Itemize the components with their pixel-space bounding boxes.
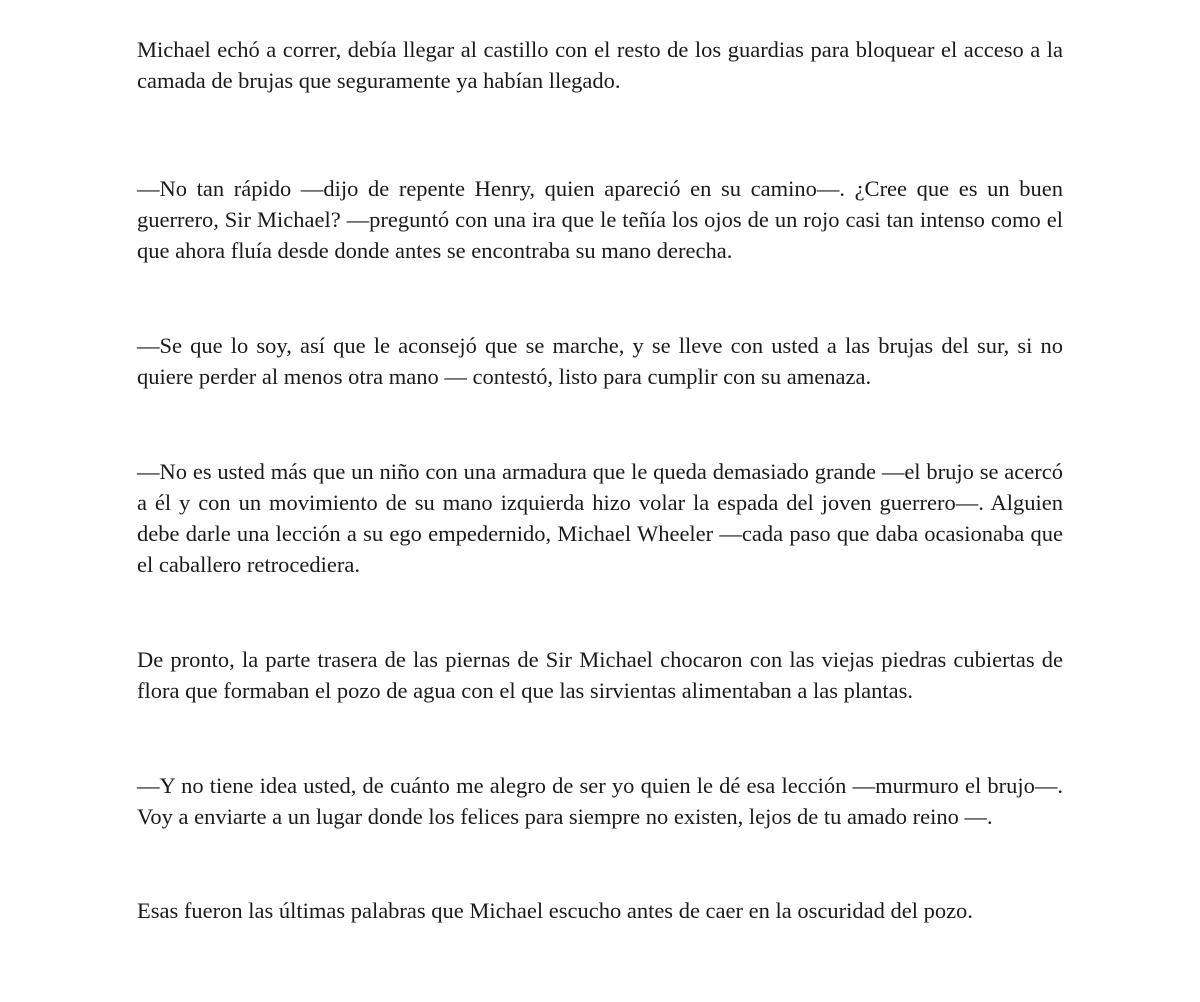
paragraph: —Se que lo soy, así que le aconsejó que se marche, y se lleve con usted a las brujas del sur, si no quiere perder al menos otra mano — contestó, listo para cumplir con su amenaza.: [137, 333, 1063, 389]
paragraph: —Y no tiene idea usted, de cuánto me alegro de ser yo quien le dé esa lección —murmuro el brujo—. Voy a enviarte a un lugar donde los felices para siempre no existen, lejos de tu amado reino —.: [137, 773, 1063, 829]
paragraph: De pronto, la parte trasera de las piernas de Sir Michael chocaron con las viejas piedras cubiertas de flora que formaban el pozo de agua con el que las sirvientas alimentaban a las plantas.: [137, 647, 1063, 703]
paragraph: Michael echó a correr, debía llegar al castillo con el resto de los guardias para bloquear el acceso a la camada de brujas que seguramente ya habían llegado.: [137, 37, 1063, 93]
paragraph: —No tan rápido —dijo de repente Henry, quien apareció en su camino—. ¿Cree que es un buen guerrero, Sir Michael? —preguntó con una ira que le teñía los ojos de un rojo casi tan intenso como el que ahora fluía desde donde antes se encontraba su mano derecha.: [137, 176, 1063, 263]
paragraph: Esas fueron las últimas palabras que Michael escucho antes de caer en la oscuridad del pozo.: [137, 898, 973, 923]
document-page: [137, 34, 1063, 926]
paragraph: —No es usted más que un niño con una armadura que le queda demasiado grande —el brujo se acercó a él y con un movimiento de su mano izquierda hizo volar la espada del joven guerrero—. Alguien debe darle una lección a su ego empedernido, Michael Wheeler —cada paso que daba ocasionaba que el caballero retrocediera.: [137, 459, 1063, 577]
